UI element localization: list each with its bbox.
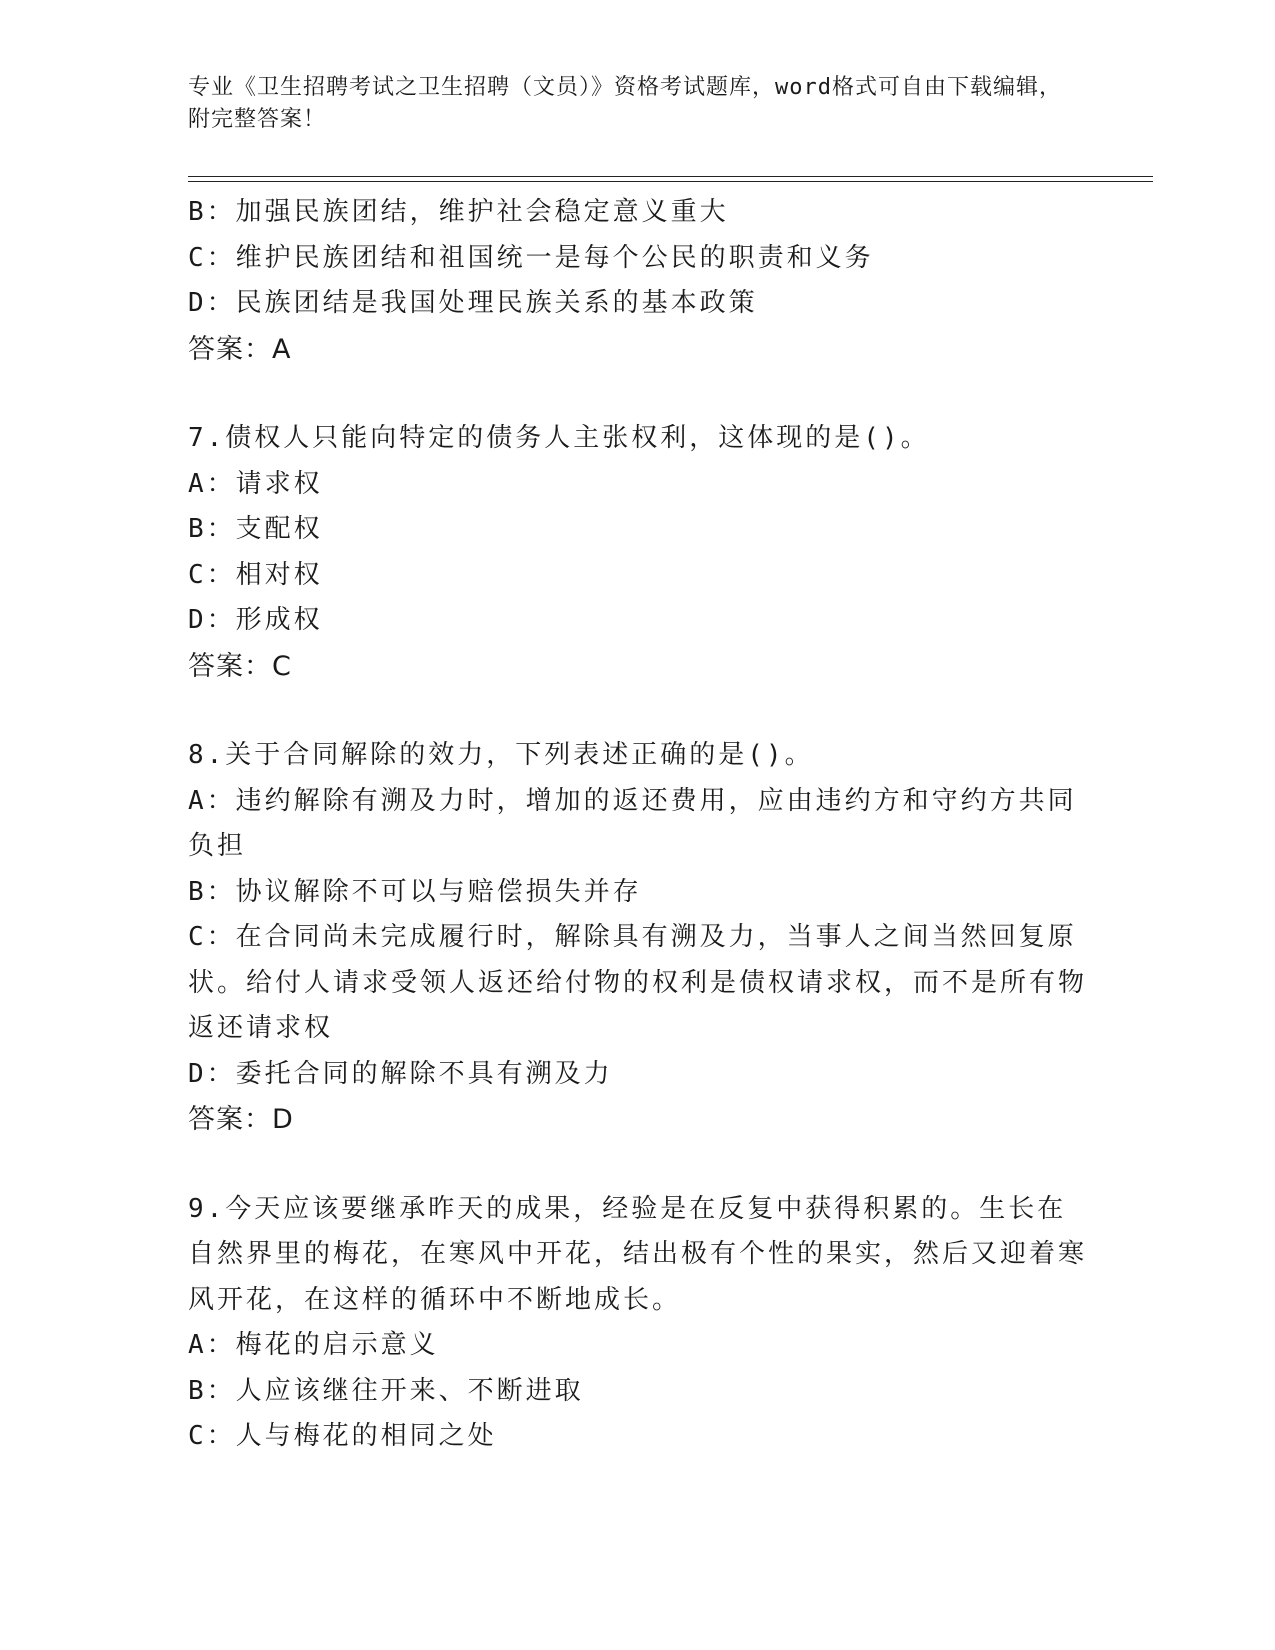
header-rule-bottom [188,181,1153,182]
document-header [188,72,1068,136]
question-fragment [188,190,1088,372]
question-stem: 9.今天应该要继承昨天的成果，经验是在反复中获得积累的。生长在自然界里的梅花，在寒风中开花，结出极有个性的果实，然后又迎着寒风开花，在这样的循环中不断地成长。 [188,1193,1088,1315]
option-d: D：形成权 [188,605,323,635]
option-b: B：加强民族团结，维护社会稳定意义重大 [188,197,729,227]
option-b: B：人应该继往开来、不断进取 [188,1375,584,1406]
option-c: C：在合同尚未完成履行时，解除具有溯及力，当事人之间当然回复原状。给付人请求受领人返还给付物的权利是债权请求权，而不是所有物返还请求权 [188,922,1088,1043]
option-d: D：委托合同的解除不具有溯及力 [188,1058,613,1089]
option-a: A：违约解除有溯及力时，增加的返还费用，应由违约方和守约方共同负担 [188,785,1077,861]
question-8 [188,733,1088,1143]
question-stem: 7.债权人只能向特定的债务人主张权利，这体现的是()。 [188,423,930,453]
spacer [188,372,1088,416]
option-c: C：相对权 [188,559,323,590]
answer-line: 答案：D [188,1104,294,1135]
option-c: C：人与梅花的相同之处 [188,1421,497,1451]
question-content [188,190,1088,1460]
answer-line: 答案：A [188,333,292,365]
option-a: A：梅花的启示意义 [188,1330,439,1360]
option-d: D：民族团结是我国处理民族关系的基本政策 [188,288,758,318]
question-9 [188,1187,1088,1460]
option-b: B：支配权 [188,514,323,544]
spacer [188,689,1088,733]
question-stem: 8.关于合同解除的效力，下列表述正确的是()。 [188,740,814,770]
header-rule-top [188,176,1153,177]
question-7 [188,416,1088,689]
option-b: B：协议解除不可以与赔偿损失并存 [188,876,642,907]
spacer [188,1143,1088,1187]
option-a: A：请求权 [188,468,323,499]
header-text: 专业《卫生招聘考试之卫生招聘（文员）》资格考试题库，word格式可自由下载编辑，附完整答案！ [188,75,1062,132]
option-c: C：维护民族团结和祖国统一是每个公民的职责和义务 [188,242,874,273]
answer-line: 答案：C [188,650,292,682]
